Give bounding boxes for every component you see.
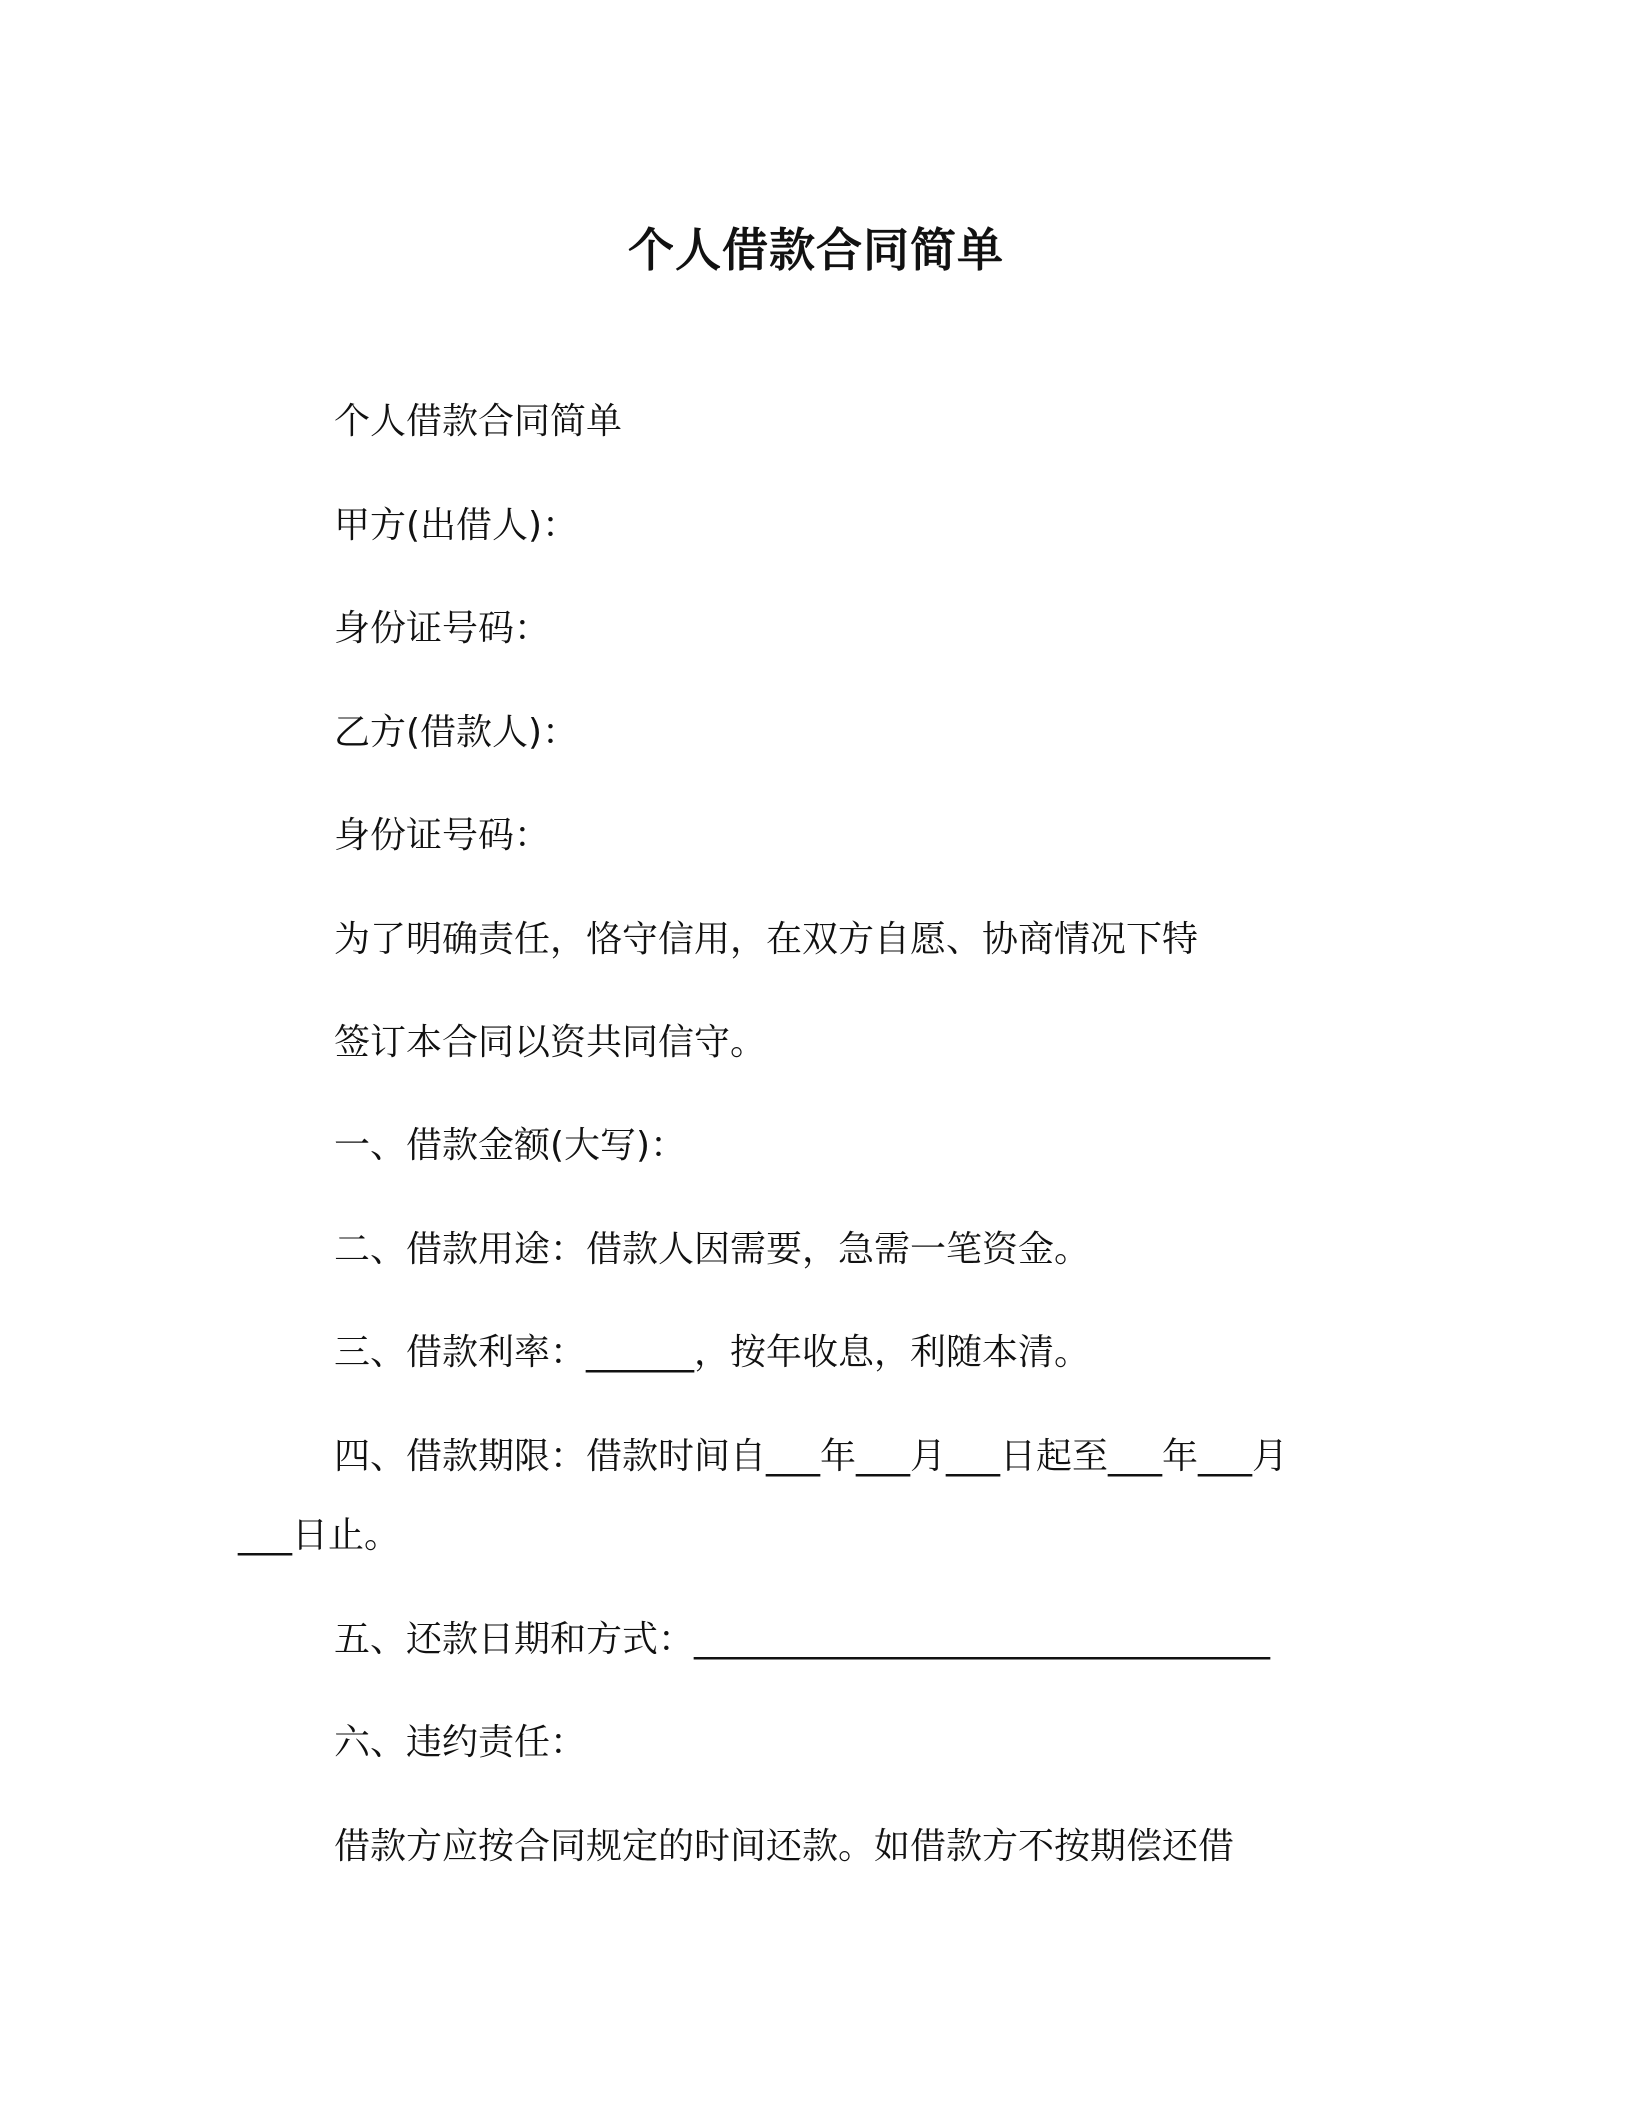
doc-line-term-2: ___日止。: [238, 1515, 401, 1556]
doc-line-liability-text: 借款方应按合同规定的时间还款。如借款方不按期偿还借: [334, 1826, 1235, 1867]
doc-line-preamble-1: 为了明确责任，恪守信用，在双方自愿、协商情况下特: [334, 919, 1199, 960]
doc-line-purpose: 二、借款用途：借款人因需要，急需一笔资金。: [334, 1229, 1091, 1270]
doc-line-lender: 甲方(出借人)：: [334, 505, 579, 546]
doc-line-amount: 一、借款金额(大写)：: [334, 1125, 687, 1166]
doc-line-interest: 三、借款利率：______，按年收息，利随本清。: [334, 1332, 1091, 1373]
doc-line-repayment: 五、还款日期和方式：________________________________: [334, 1619, 1271, 1660]
document-title: 个人借款合同简单: [628, 223, 1004, 277]
doc-line-liability: 六、违约责任：: [334, 1722, 587, 1763]
doc-line-heading: 个人借款合同简单: [334, 401, 623, 442]
doc-line-preamble-2: 签订本合同以资共同信守。: [334, 1022, 767, 1063]
doc-line-borrower: 乙方(借款人)：: [334, 712, 579, 753]
doc-line-lender-id: 身份证号码：: [334, 608, 551, 649]
doc-line-term-1: 四、借款期限：借款时间自___年___月___日起至___年___月: [334, 1436, 1289, 1477]
doc-line-borrower-id: 身份证号码：: [334, 815, 551, 856]
